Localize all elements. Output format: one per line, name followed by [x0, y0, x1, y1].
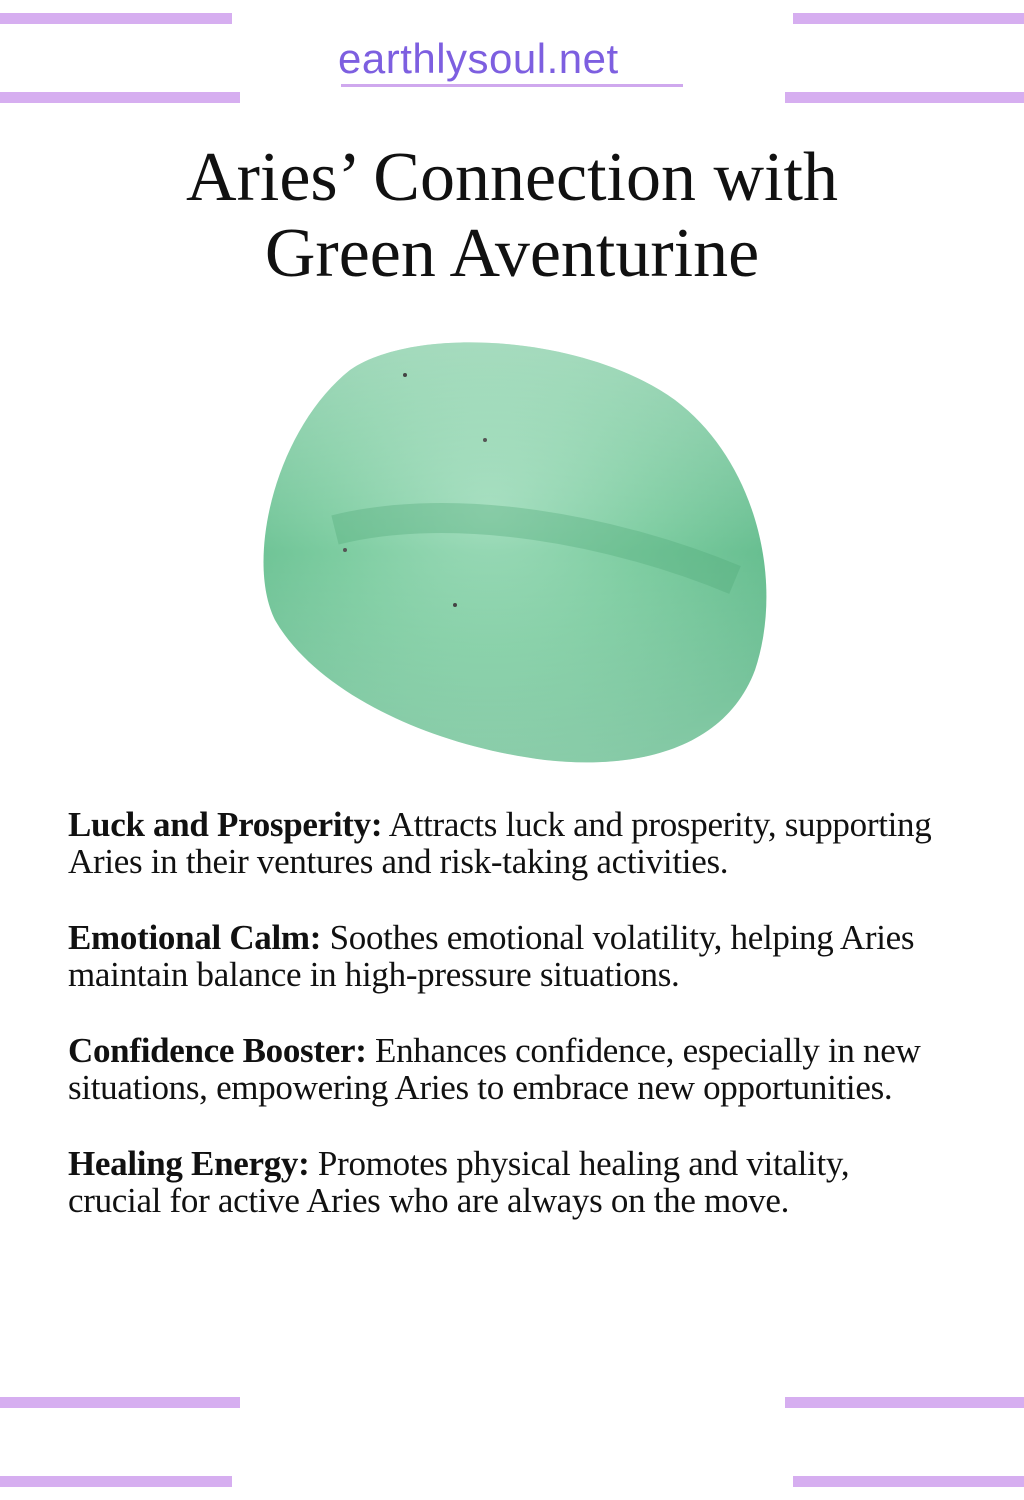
benefit-confidence-booster	[68, 1032, 948, 1106]
logo-text: earthlysoul.net	[338, 35, 619, 82]
benefits-list	[68, 806, 948, 1258]
decor-bar-bottom-left-1	[0, 1397, 240, 1408]
benefit-label: Luck and Prosperity:	[68, 805, 383, 844]
logo-underline	[341, 84, 683, 87]
green-aventurine-stone-icon	[255, 330, 775, 770]
benefit-label: Confidence Booster:	[68, 1031, 367, 1070]
benefit-text: Soothes emotional volatility, helping Aries maintain balance in high-pressure situations.	[68, 918, 915, 994]
page-title	[0, 140, 1024, 292]
brand-logo[interactable]	[338, 34, 688, 90]
benefit-emotional-calm	[68, 919, 948, 993]
decor-bar-top-right-1	[793, 13, 1024, 24]
decor-bar-bottom-right-2	[793, 1476, 1024, 1487]
decor-bar-top-left-1	[0, 13, 232, 24]
decor-bar-bottom-left-2	[0, 1476, 232, 1487]
benefit-luck-prosperity	[68, 806, 948, 880]
decor-bar-top-right-2	[785, 92, 1024, 103]
title-line-2: Green Aventurine	[264, 215, 760, 292]
benefit-text: Attracts luck and prosperity, supporting Aries in their ventures and risk-taking activities.	[68, 805, 932, 881]
benefit-label: Healing Energy:	[68, 1144, 310, 1183]
title-line-1: Aries’ Connection with	[186, 139, 838, 216]
decor-bar-bottom-right-1	[785, 1397, 1024, 1408]
benefit-text: Enhances confidence, especially in new situations, empowering Aries to embrace new opportunities.	[68, 1031, 921, 1107]
decor-bar-top-left-2	[0, 92, 240, 103]
benefit-healing-energy	[68, 1145, 948, 1219]
benefit-text: Promotes physical healing and vitality, crucial for active Aries who are always on the move.	[68, 1144, 850, 1220]
benefit-label: Emotional Calm:	[68, 918, 322, 957]
